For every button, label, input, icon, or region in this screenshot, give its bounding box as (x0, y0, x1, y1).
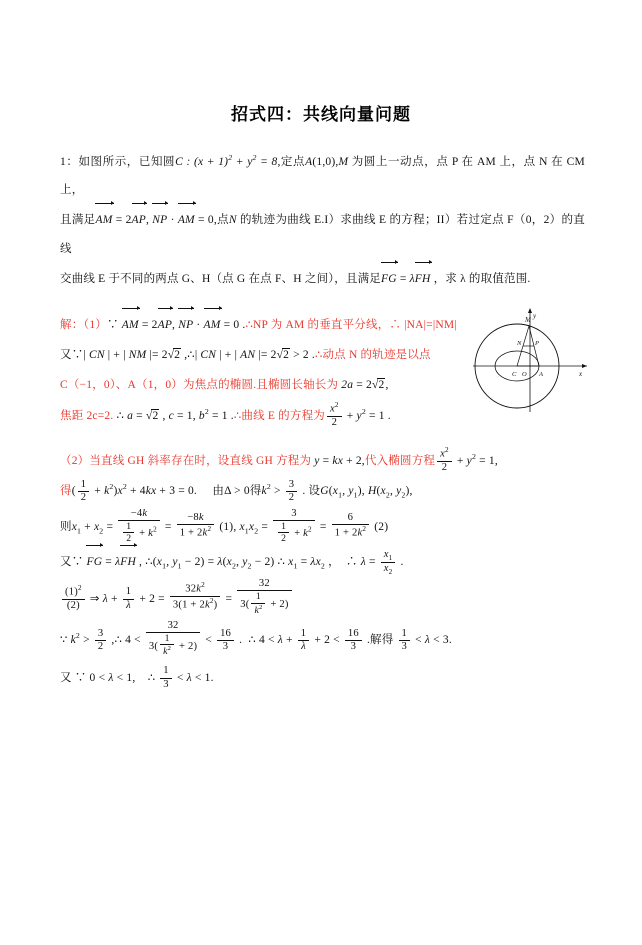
label-A: A (539, 371, 543, 378)
solution-line-11 (60, 661, 585, 696)
problem-text-2: 定点A(1,0),M 为圆上一动点，点 P 在 AM 上，点 N 在 CM 上， (60, 156, 585, 197)
solution-line-5-line-eq: y = kx + 2, (314, 455, 365, 468)
page-title: 招式四：共线向量问题 (231, 105, 411, 124)
label-y: y (533, 312, 537, 320)
circle-ellipse-diagram (455, 300, 595, 418)
solution-line-9-math: $\frac{(1)^2}{(2)}$ ⇒ λ + $\frac{1}{\lambda}$ + 2 = $\frac{32k^2}{3(1 + 2k^2)}$ = 32 3( $\frac{1}{k^2}$ + 2) (60, 593, 294, 605)
problem-text-6: 求 λ 的取值范围. (445, 272, 531, 285)
solution-line-1-conclusion: ∴NP 为 AM 的垂直平分线，∴ |NA|=|NM| (245, 318, 457, 331)
solution-line-4-math: ∴ a = √2 , c = 1, $b^2 = 1$ . (116, 407, 234, 423)
x-axis-arrow (582, 364, 587, 368)
solution-line-9 (60, 578, 585, 617)
solution-line-7 (60, 508, 585, 545)
solution-line-2 (60, 341, 445, 369)
spacer-2 (60, 432, 585, 446)
problem-text-5: 交曲线 E 于不同的两点 G、H（点 G 在点 F、H 之间），且满足 (60, 272, 382, 285)
label-N: N (517, 340, 522, 347)
document-body (60, 148, 585, 697)
solution-line-10 (60, 620, 585, 659)
problem-text-4: 点N 的轨迹为曲线 E.I）求曲线 E 的方程；II）若过定点 F（0，2）的直线 (60, 214, 586, 255)
solution-line-5 (60, 446, 585, 475)
solution-line-6 (60, 477, 585, 505)
problem-condition-1: AM = 2AP, NP · AM = 0, (95, 214, 216, 226)
solution-line-2-math: 又∵| CN | + | NM |= 2√2 ,∴| CN | + | AN |= 2√2 > 2 . (60, 349, 315, 362)
label-P: P (535, 340, 539, 347)
diagram-svg (455, 300, 595, 418)
label-x: x (579, 370, 583, 378)
solution-line-3-text: C（−1，0）、A（1，0）为焦点的椭圆.且椭圆长轴长为 2a = 2√2, (60, 379, 389, 392)
label-O: O (522, 371, 527, 378)
problem-circle-equation: C : $(x + 1)^2 + y^2 = 8$, (175, 153, 281, 168)
solution-line-4-ellipse: $\frac{x^2}{2}$ + $y^2 = 1$ . (325, 410, 391, 422)
solution-line-8-math: 又∵ FG = λFH , $\therefore(x_1$, $y_1 - 2) = \lambda(x_2$, $y_2 - 2$) ∴ $x_1 = \lambda x_2$ ， ∴ λ = $\frac{x_1}{x_2}$ . (60, 556, 404, 568)
solution-line-4-conclusion: ∴曲线 E 的方程为 (233, 410, 325, 423)
solution-line-5-text-2: 代入椭圆方程 (364, 455, 436, 468)
solution-line-5-ellipse: $\frac{x^2}{2}$ + $y^2 = 1$, (435, 455, 498, 467)
solution-line-7-math: 则$x_1 + x_2$ = −4k $\frac{1}{2}$ + $k^2$ = $\frac{-8k}{1 + 2k^2}$ (1), $x_1x_2$ = 3 $\frac{1}{2}$ + $k^2$ = $\frac{6}{1 + 2k^2}$ (2) (60, 507, 389, 544)
solution-line-11-math: 又 ∵ 0 < λ < 1, ∴ $\frac{1}{3}$ < λ < 1. (60, 665, 214, 690)
solution-line-10-math: ∵ $k^2$ > $\frac{3}{2}$ ,∴ 4 < 32 3( $\frac{1}{k^2}$ + 2) < $\frac{16}{3}$ . ∴ 4 < λ + $\frac{1}{\lambda}$ + 2 < $\frac{16}{3}$ .解得 $\frac{1}{3}$ < λ < 3. (60, 619, 452, 658)
solution-line-6-prefix: 得 (60, 485, 72, 498)
label-C: C (512, 371, 517, 378)
solution-line-3 (60, 371, 445, 399)
solution-line-1-math: ∵ AM = 2AP, NP · AM = 0 . (107, 319, 245, 331)
problem-statement (60, 148, 585, 293)
solution-line-5-text: （2）当直线 GH 斜率存在时，设直线 GH 方程为 (60, 455, 312, 468)
solution-line-2-conclusion: ∴动点 N 的轨迹是以点 (314, 349, 431, 362)
y-axis-arrow (528, 308, 532, 313)
problem-text-1: 如图所示，已知圆 (78, 156, 176, 168)
solution-line-6-math: ( $\frac{1}{2}$ + $k^2)x^2 + 4kx + 3 = 0$. 由Δ > 0得$k^2$ > $\frac{3}{2}$ . 设$G(x_1$, $y_1$), $H(x_2$, $y_2$), (71, 479, 413, 504)
problem-label: 1： (60, 156, 79, 168)
problem-condition-2: FG = λFH ， (381, 273, 445, 285)
solution-line-1-prefix: 解：（1） (60, 318, 107, 331)
label-M: M (525, 316, 531, 324)
solution-line-4-focal: 焦距 2c=2. (60, 410, 114, 423)
solution-line-8 (60, 546, 585, 576)
problem-text-3: 且满足 (60, 214, 96, 227)
